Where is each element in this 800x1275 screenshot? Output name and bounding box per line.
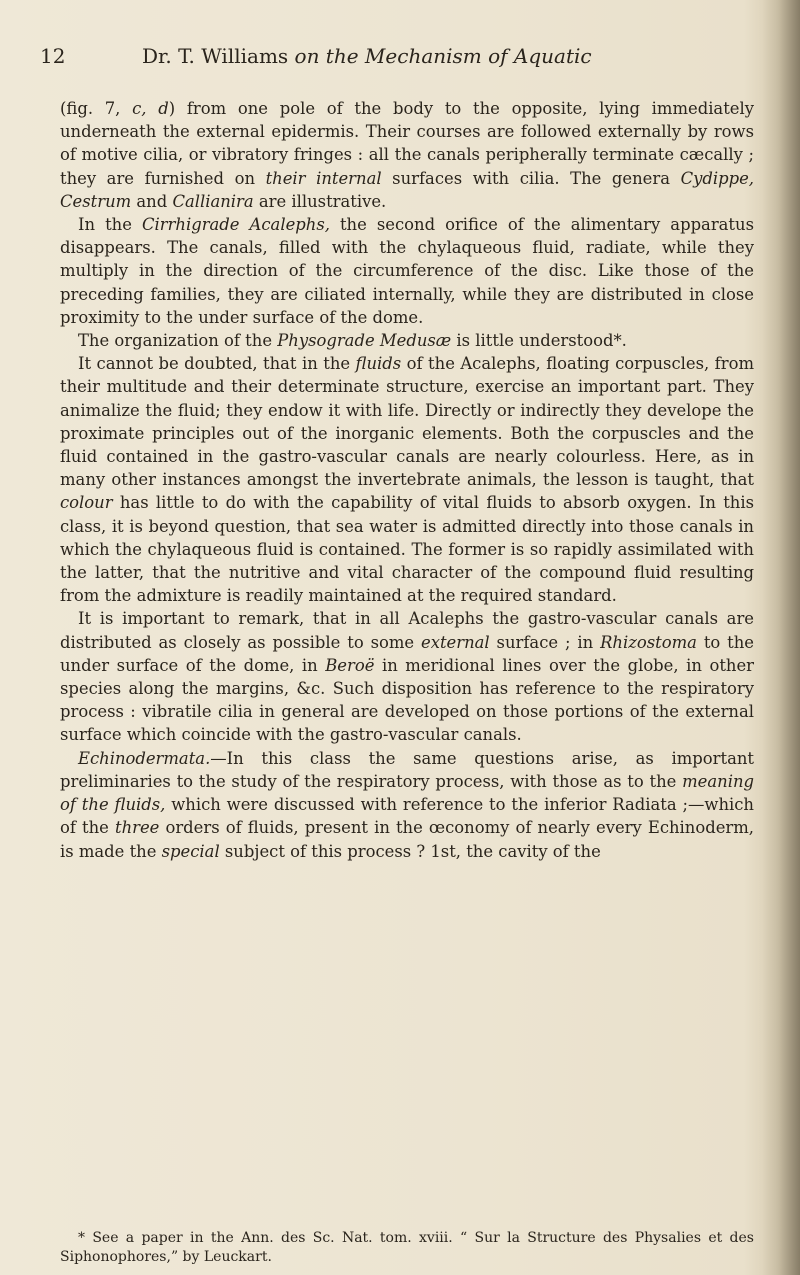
paragraph-1: (fig. 7, c, d) from one pole of the body to the opposite, lying immediately underneath the external epidermis. Their courses are followed externally by rows of motive cilia, or vibratory fringes : all the canals peripherally terminate cæcally ; they are furnished on their internal surfaces with cilia. The genera Cydippe, Cestrum and Callianira are illustrative. bbox=[60, 99, 755, 211]
footnote-text: * See a paper in the Ann. des Sc. Nat. tom. xviii. “ Sur la Structure des Physalies et des Siphonophores,” by Leuckart. bbox=[60, 1230, 754, 1265]
body-text bbox=[60, 97, 754, 863]
footnote bbox=[60, 1229, 754, 1267]
page-header bbox=[30, 38, 750, 78]
paragraph-6: Echinodermata.—In this class the same questions arise, as important preliminaries to the study of the respiratory process, with those as to the meaning of the fluids, which were discussed with reference to the inferior Radiata ;—which of the three orders of fluids, present in the œconomy of nearly every Echinoderm, is made the special subject of this process ? 1st, the cavity of the bbox=[60, 748, 754, 861]
paragraph-2: In the Cirrhigrade Acalephs, the second orifice of the alimentary apparatus disappears. The canals, filled with the chylaqueous fluid, radiate, while they multiply in the direction of the circumference of the disc. Like those of the preceding families, they are ciliated internally, while they are distributed in close proximity to the under surface of the dome. bbox=[60, 215, 754, 327]
paragraph-3: The organization of the Physograde Medusæ is little understood*. bbox=[78, 331, 627, 351]
page-number: 12 bbox=[40, 44, 66, 68]
running-title: Dr. T. Williams on the Mechanism of Aquatic bbox=[142, 44, 592, 68]
paragraph-4: It cannot be doubted, that in the fluids of the Acalephs, floating corpuscles, from their multitude and their determinate structure, exercise an important part. They animalize the fluid; they endow it with life. Directly or indirectly they develope the proximate principles out of the inorganic elements. Both the corpuscles and the fluid contained in the gastro-vascular canals are nearly colourless. Here, as in many other instances amongst the invertebrate animals, the lesson is taught, that colour has little to do with the capability of vital fluids to absorb oxygen. In this class, it is beyond question, that sea water is admitted directly into those canals in which the chylaqueous fluid is contained. The former is so rapidly assimilated with the latter, that the nutritive and vital character of the compound fluid resulting from the admixture is readily maintained at the required standard. bbox=[60, 354, 754, 606]
paragraph-5: It is important to remark, that in all Acalephs the gastro-vascular canals are distributed as closely as possible to some external surface ; in Rhizostoma to the under surface of the dome, in Beroë in meridional lines over the globe, in other species along the margins, &c. Such disposition has reference to the respiratory process : vibratile cilia in general are developed on those portions of the external surface which coincide with the gastro-vascular canals. bbox=[60, 609, 755, 745]
binding-shadow bbox=[762, 0, 800, 1275]
